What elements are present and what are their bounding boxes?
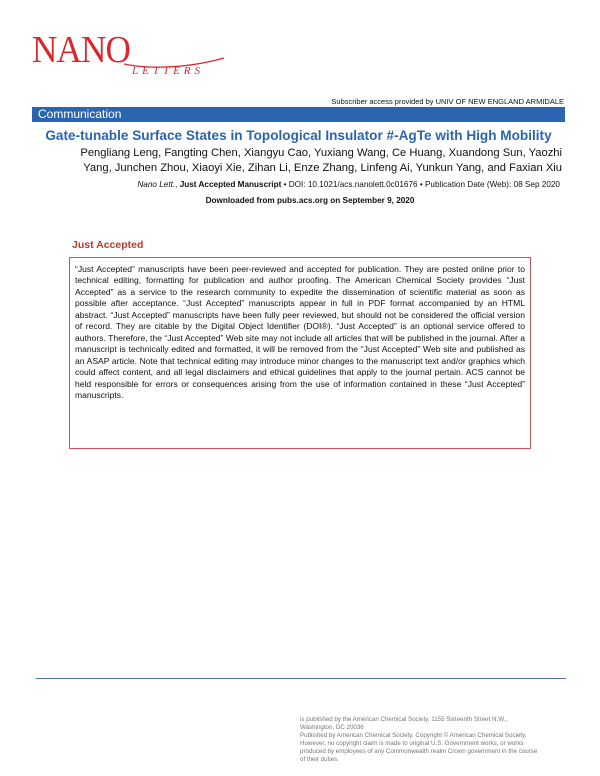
just-accepted-notice-box [69, 257, 531, 449]
footer-line-4: However, no copyright claim is made to original U.S. Government works, or works [300, 740, 524, 747]
section-banner [32, 107, 565, 122]
article-title: Gate-tunable Surface States in Topological Insulator #-AgTe with High Mobility [45, 128, 552, 143]
journal-abbrev: Nano Lett. [137, 180, 176, 189]
doi-and-date[interactable]: • DOI: 10.1021/acs.nanolett.0c01676 • Publication Date (Web): 08 Sep 2020 [281, 180, 560, 189]
footer-line-2: Washington, DC 20036 [300, 724, 364, 731]
downloaded-note: Downloaded from pubs.acs.org on September 9, 2020 [205, 196, 415, 205]
footer-line-3: Published by American Chemical Society. Copyright © American Chemical Society. [300, 732, 527, 739]
journal-logo [32, 28, 232, 85]
just-accepted-heading: Just Accepted [72, 239, 144, 251]
footer-divider [36, 678, 566, 679]
manuscript-status: Just Accepted Manuscript [179, 180, 282, 189]
logo-sub-text: LETTERS [132, 65, 205, 77]
footer-line-6: of their duties. [300, 756, 339, 763]
authors-line-1: Pengliang Leng, Fangting Chen, Xiangyu Cao, Yuxiang Wang, Ce Huang, Xuandong Sun, Yaozhi [80, 147, 562, 159]
logo-main-text: NANO [32, 29, 130, 71]
footer-line-1: is published by the American Chemical Society. 1155 Sixteenth Street N.W., [300, 716, 508, 723]
just-accepted-body: “Just Accepted” manuscripts have been peer-reviewed and accepted for publication. They are posted online prior to technical editing, formatting for publication and author proofing. The American Chemical Society provides “Just Accepted” as a service to the research community to expedite the dissemination of scientific material as soon as possible after acceptance. “Just Accepted” manuscripts appear in full in PDF format accompanied by an HTML abstract. “Just Accepted” manuscripts have been fully peer reviewed, but should not be considered the official version of record. They are citable by the Digital Object Identifier (DOI®). “Just Accepted” is an optional service offered to authors. Therefore, the “Just Accepted” Web site may not include all articles that will be published in the journal. After a manuscript is technically edited and formatted, it will be removed from the “Just Accepted” Web site and published as an ASAP article. Note that technical editing may introduce minor changes to the manuscript text and/or graphics which could affect content, and all legal disclaimers and ethical guidelines that apply to the journal pertain. ACS cannot be held responsible for errors or consequences arising from the use of information contained in these “Just Accepted” manuscripts. [75, 264, 525, 400]
citation-line: Nano Lett., Just Accepted Manuscript • DOI: 10.1021/acs.nanolett.0c01676 • Publication Date (Web): 08 Sep 2020 [137, 180, 560, 189]
nano-letters-logo [32, 28, 232, 80]
section-label: Communication [38, 107, 122, 121]
publisher-footer [300, 716, 570, 764]
footer-line-5: produced by employees of any Commonwealth realm Crown government in the course [300, 748, 538, 755]
subscriber-access-note: Subscriber access provided by UNIV OF NEW ENGLAND ARMIDALE [331, 97, 564, 106]
author-list [40, 146, 562, 176]
authors-line-2: Yang, Junchen Zhou, Xiaoyi Xie, Zihan Li, Enze Zhang, Linfeng Ai, Yunkun Yang, and Faxian Xiu [83, 162, 562, 174]
